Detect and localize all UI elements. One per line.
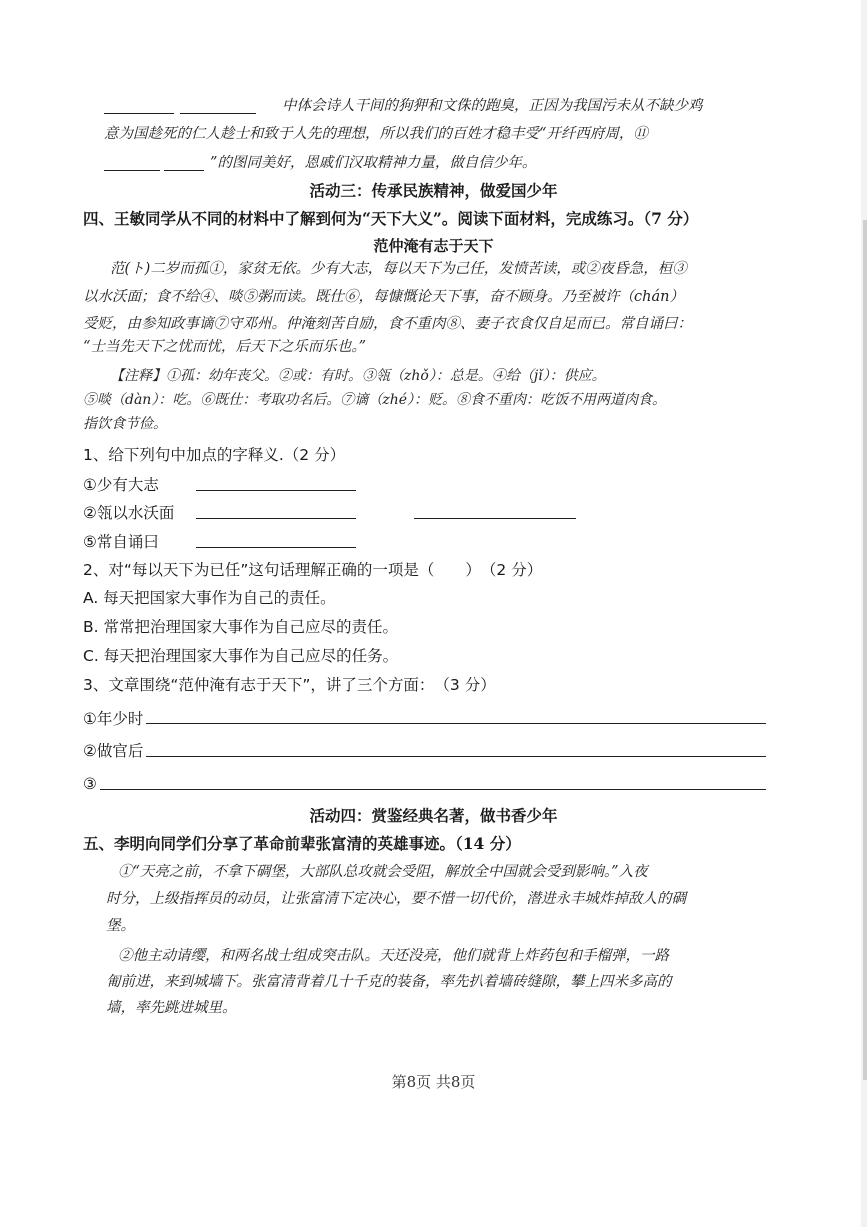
- answer-line[interactable]: [196, 547, 356, 548]
- question-1-item: ②瓴以水沃面: [83, 504, 175, 522]
- question-1-item: ①少有大志: [83, 476, 159, 494]
- answer-line[interactable]: [100, 789, 766, 790]
- scrollbar[interactable]: [863, 220, 867, 1080]
- answer-line[interactable]: [196, 518, 356, 519]
- question-1-prompt: 1、给下列句中加点的字释义.（2 分）: [83, 446, 346, 464]
- passage-title: 范仲淹有志于天下: [373, 237, 494, 255]
- notes-line: ⑤啖（dàn）：吃。⑥既仕：考取功名后。⑦谪（zhé）：贬。⑧食不重肉：吃饭不用两道肉食。: [83, 392, 667, 408]
- section-4-heading: 四、王敏同学从不同的材料中了解到何为“天下大义”。阅读下面材料，完成练习。（7 分）: [83, 209, 699, 228]
- question-1-item: ⑤常自诵曰: [83, 533, 159, 551]
- activity-4-title: 活动四：赏鉴经典名著，做书香少年: [309, 806, 558, 825]
- answer-line[interactable]: [414, 518, 576, 519]
- story-line: 时分，上级指挥员的动员，让张富清下定决心，要不惜一切代价，潜进永丰城炸掉敌人的碉: [106, 891, 686, 907]
- question-3-item: ③: [83, 775, 97, 793]
- question-3-item: ②做官后: [83, 742, 144, 760]
- fill-blank[interactable]: [104, 170, 160, 171]
- passage-line: 范(ト)二岁而孤①，家贫无依。少有大志，每以天下为己任，发愤苦读，或②夜昏急，桓③: [110, 261, 687, 277]
- notes-line: 【注释】①孤：幼年丧父。②或：有时。③瓴（zhǒ）：总是。④给（jǐ）：供应。: [110, 368, 606, 384]
- answer-line[interactable]: [146, 723, 766, 724]
- question-2-option-a[interactable]: A. 每天把国家大事作为自己的责任。: [83, 589, 336, 607]
- section-5-heading: 五、李明向同学们分享了革命前辈张富清的英雄事迹。（14 分）: [83, 834, 521, 853]
- question-2-prompt: 2、对“每以天下为已任”这句话理解正确的一项是（ ） （2 分）: [83, 561, 543, 579]
- fill-blank[interactable]: [164, 170, 204, 171]
- activity-3-title: 活动三：传承民族精神，做爱国少年: [309, 181, 558, 200]
- answer-line[interactable]: [196, 490, 356, 491]
- answer-line[interactable]: [146, 756, 766, 757]
- page-footer: 第8页 共8页: [391, 1073, 476, 1091]
- top-line-3: ”的图同美好，恩戚们汉取精神力量，做自信少年。: [210, 155, 537, 171]
- top-line-1: 中体会诗人干间的狗狎和文侏的跑臭，正因为我国污未从不缺少鸡: [282, 98, 703, 114]
- question-3-item: ①年少时: [83, 710, 144, 728]
- fill-blank[interactable]: [104, 113, 174, 114]
- story-line: 墙，率先跳进城里。: [106, 1000, 237, 1016]
- question-3-prompt: 3、文章围绕“范仲淹有志于天下”，讲了三个方面： （3 分）: [83, 676, 496, 694]
- passage-line: 受贬，由参知政事谪⑦守邓州。仲淹刻苦自励，食不重肉⑧、妻子衣食仅自足而已。常自诵曰：: [83, 316, 692, 332]
- story-line: ①“天亮之前，不拿下碉堡，大部队总攻就会受阻，解放全中国就会受到影响。”入夜: [118, 864, 648, 880]
- top-line-2: 意为国趁死的仁人趁士和致于人先的理想，所以我们的百姓才稳丰受“开纤西府周，⑪: [104, 126, 648, 142]
- passage-line: “士当先天下之忧而忧，后天下之乐而乐也。”: [83, 339, 367, 355]
- notes-line: 指饮食节俭。: [83, 416, 167, 432]
- question-2-option-c[interactable]: C. 每天把治理国家大事作为自己应尽的任务。: [83, 647, 399, 665]
- question-2-option-b[interactable]: B. 常常把治理国家大事作为自己应尽的责任。: [83, 618, 398, 636]
- story-line: ②他主动请缨，和两名战士组成突击队。天还没亮，他们就背上炸药包和手榴弹，一路: [118, 948, 669, 964]
- passage-line: 以水沃面；食不给④、啖⑤粥而读。既仕⑥，每慷慨论天下事，奋不顾身。乃至被许（chán）: [83, 289, 684, 305]
- fill-blank[interactable]: [180, 113, 256, 114]
- story-line: 匍前进，来到城墙下。张富清背着几十千克的装备，率先扒着墙砖缝隙，攀上四米多高的: [106, 974, 672, 990]
- story-line: 堡。: [106, 918, 135, 934]
